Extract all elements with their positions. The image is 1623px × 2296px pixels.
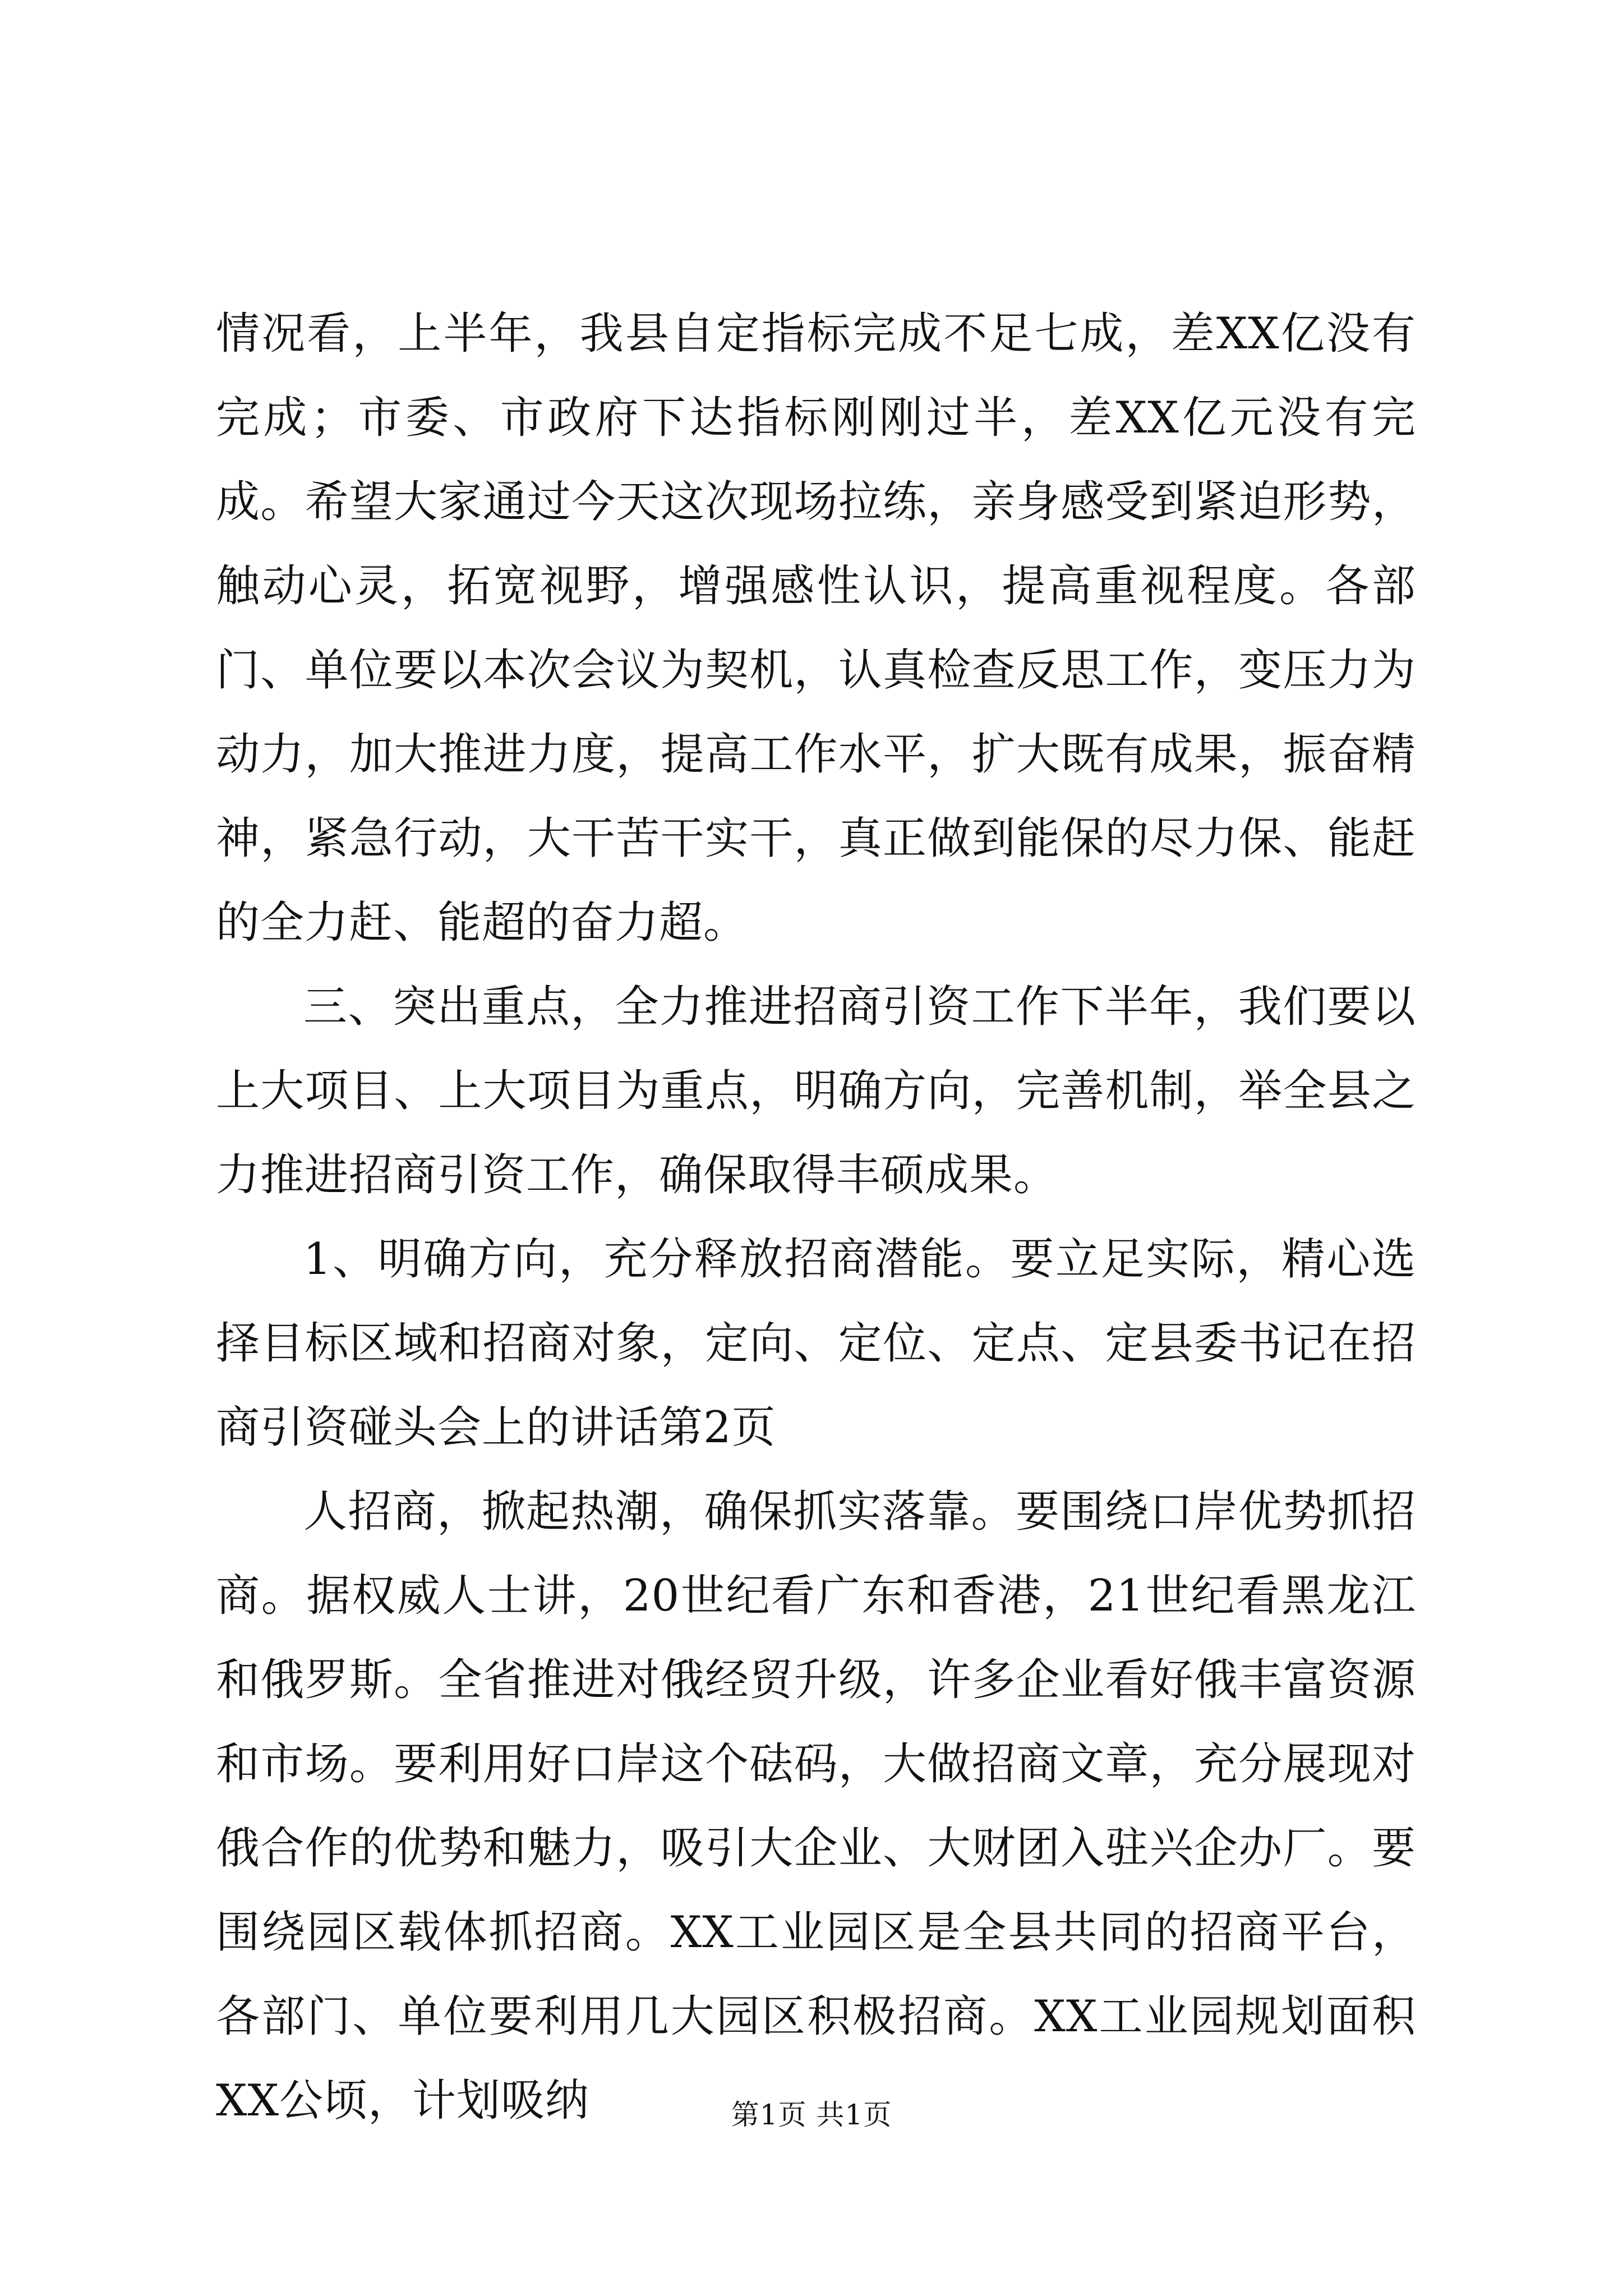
paragraph-item-one: 1、明确方向，充分释放招商潜能。要立足实际，精心选择目标区域和招商对象，定向、定位、定点、定县委书记在招商引资碰头会上的讲话第2页 [216,1234,1416,1453]
page-footer: 第1页 共1页 [731,2099,892,2131]
document-body [216,292,1416,2143]
paragraph-investment: 人招商，掀起热潮，确保抓实落靠。要围绕口岸优势抓招商。据权威人士讲，20世纪看广东和香港，21世纪看黑龙江和俄罗斯。全省推进对俄经贸升级，许多企业看好俄丰富资源和市场。要利用好口岸这个砝码，大做招商文章，充分展现对俄合作的优势和魅力，吸引大企业、大财团入驻兴企办厂。要围绕园区载体抓招商。XX工业园区是全县共同的招商平台，各部门、单位要利用几大园区积极招商。XX工业园规划面积XX公顷，计划吸纳 [216,1487,1416,2126]
paragraph-section-three: 三、突出重点，全力推进招商引资工作下半年，我们要以上大项目、上大项目为重点，明确方向，完善机制，举全县之力推进招商引资工作，确保取得丰硕成果。 [216,982,1416,1200]
paragraph-continuation: 情况看，上半年，我县自定指标完成不足七成，差XX亿没有完成；市委、市政府下达指标刚刚过半，差XX亿元没有完成。希望大家通过今天这次现场拉练，亲身感受到紧迫形势，触动心灵，拓宽视野，增强感性认识，提高重视程度。各部门、单位要以本次会议为契机，认真检查反思工作，变压力为动力，加大推进力度，提高工作水平，扩大既有成果，振奋精神，紧急行动，大干苦干实干，真正做到能保的尽力保、能赶的全力赶、能超的奋力超。 [216,309,1416,948]
